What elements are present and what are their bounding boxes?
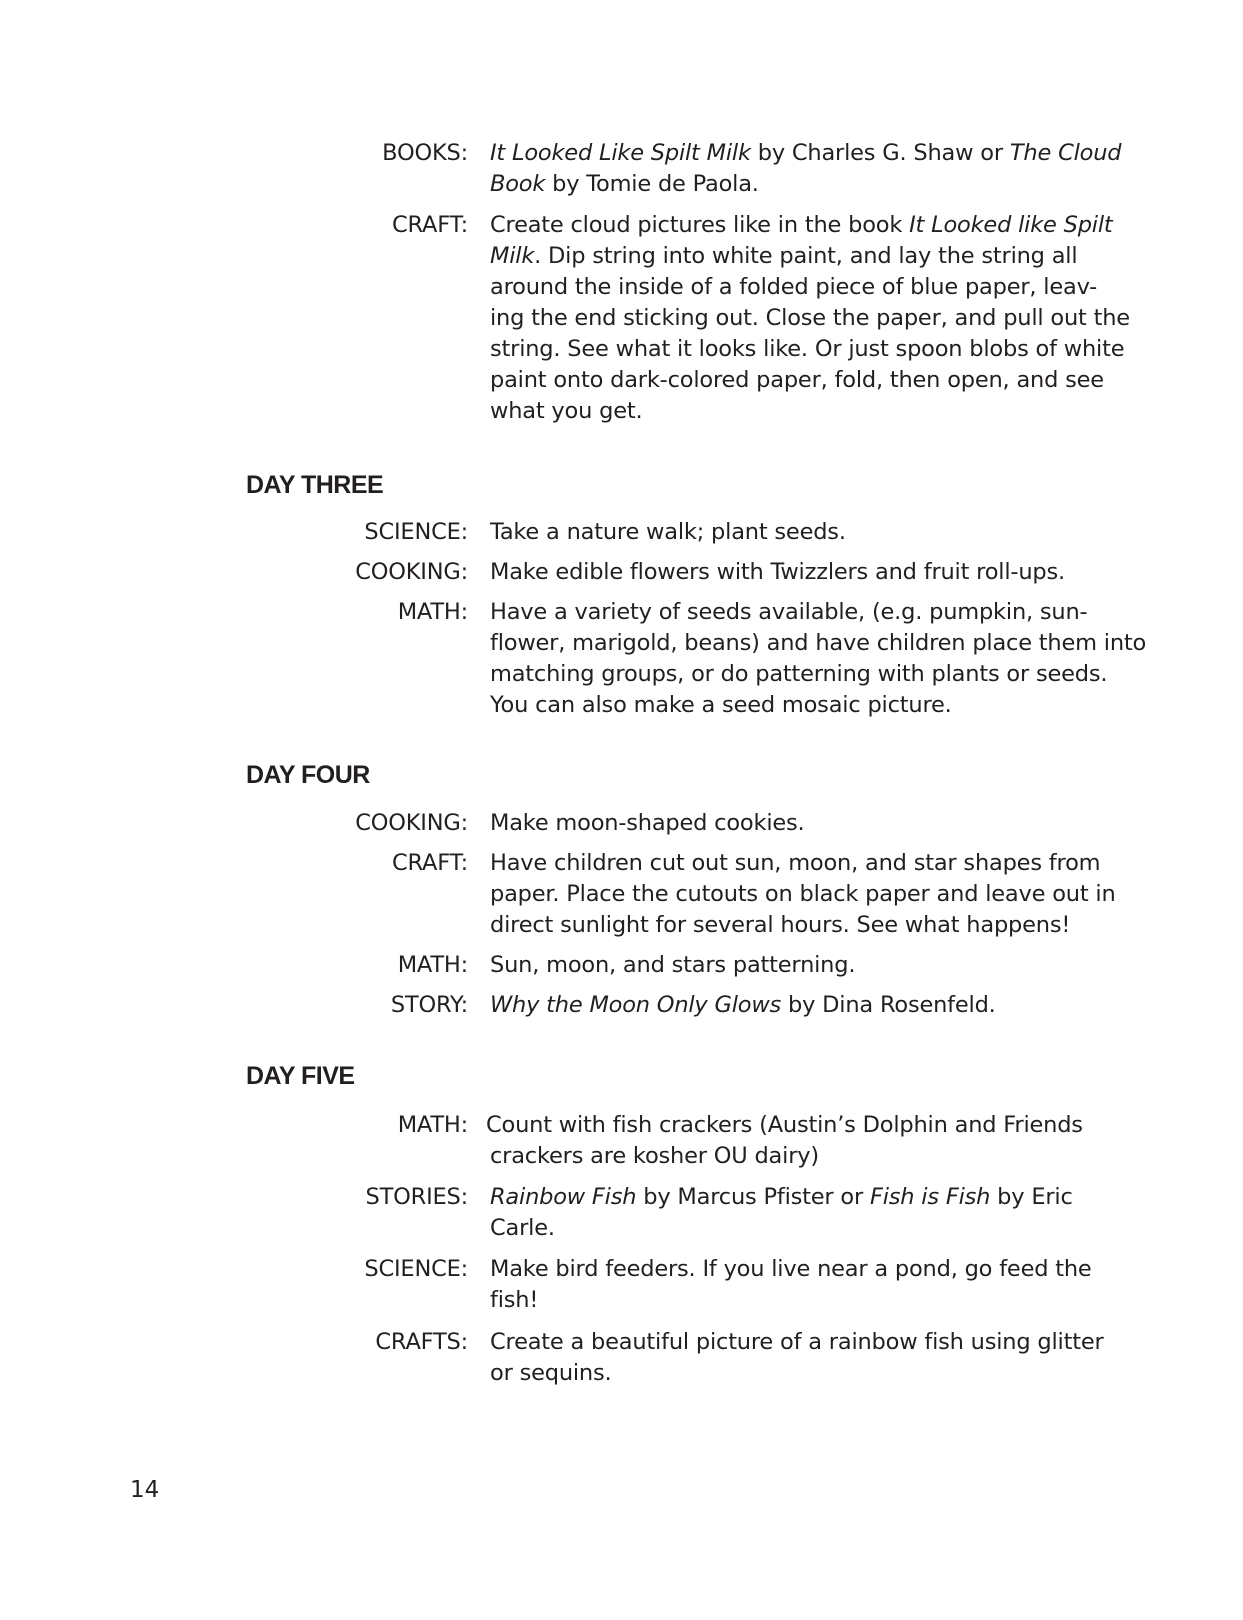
entry-label: CRAFT: [391, 850, 468, 876]
entry-label: SCIENCE: [364, 519, 468, 545]
entry-text: Make moon-shaped cookies. [490, 810, 805, 836]
book-title: Why the Moon Only Glows [490, 992, 782, 1018]
entry-label: MATH: [397, 599, 468, 625]
entry-text: Have children cut out sun, moon, and star shapes from paper. Place the cutouts on black paper and leave out in direct sunlight for several hours. See what happens! [490, 850, 1116, 938]
entry-label: SCIENCE: [364, 1256, 468, 1282]
day-three-heading: DAY THREE [246, 471, 384, 499]
entry-label: STORY: [390, 992, 468, 1018]
day-five-heading: DAY FIVE [246, 1062, 355, 1090]
day-four-heading: DAY FOUR [246, 761, 370, 789]
entry-text: Take a nature walk; plant seeds. [490, 519, 846, 545]
entry-text: Make bird feeders. If you live near a pond, go feed the fish! [490, 1256, 1092, 1313]
book-title: Fish is Fish [869, 1184, 991, 1210]
book-title: It Looked Like Spilt Milk [490, 140, 751, 166]
book-title: Rainbow Fish [490, 1184, 637, 1210]
book-title: Book [490, 171, 546, 197]
entry-text: Sun, moon, and stars patterning. [490, 952, 856, 978]
entry-label: MATH: [397, 1112, 468, 1138]
entry-label: CRAFTS: [375, 1329, 468, 1355]
entry-text: Make edible flowers with Twizzlers and fruit roll-ups. [490, 559, 1065, 585]
entry-text: Count with fish crackers (Austin’s Dolphin and Friends crackers are kosher OU dairy) [486, 1112, 1083, 1169]
entry-label: CRAFT: [391, 212, 468, 238]
entry-label: MATH: [397, 952, 468, 978]
book-title: The Cloud [1009, 140, 1122, 166]
book-title: It Looked like Spilt [909, 212, 1113, 238]
entry-label: COOKING: [355, 810, 468, 836]
entry-label: STORIES: [365, 1184, 468, 1210]
entry-text: It Looked Like Spilt Milk by Charles G. Shaw or The Cloud Book by Tomie de Paola. [490, 140, 1122, 197]
entry-text: Why the Moon Only Glows by Dina Rosenfeld. [490, 992, 996, 1018]
entry-text: Create a beautiful picture of a rainbow fish using glitter or sequins. [490, 1329, 1104, 1386]
entry-text: Have a variety of seeds available, (e.g. pumpkin, sun- flower, marigold, beans) and have children place them into matching groups, or do patterning with plants or seeds. You can also make a seed mosaic picture. [490, 599, 1147, 718]
page-number: 14 [130, 1477, 160, 1503]
entry-label: BOOKS: [382, 140, 468, 166]
entry-text: Rainbow Fish by Marcus Pfister or Fish is Fish by Eric Carle. [490, 1184, 1073, 1241]
entry-label: COOKING: [355, 559, 468, 585]
entry-text: Create cloud pictures like in the book It Looked like Spilt Milk. Dip string into white paint, and lay the string all around the inside of a folded piece of blue paper, leav- ing the end sticking out. Close the paper, and pull out the string. See what it looks like. Or just spoon blobs of white paint onto dark-colored paper, fold, then open, and see what you get. [490, 212, 1130, 424]
book-title: Milk [490, 243, 535, 269]
